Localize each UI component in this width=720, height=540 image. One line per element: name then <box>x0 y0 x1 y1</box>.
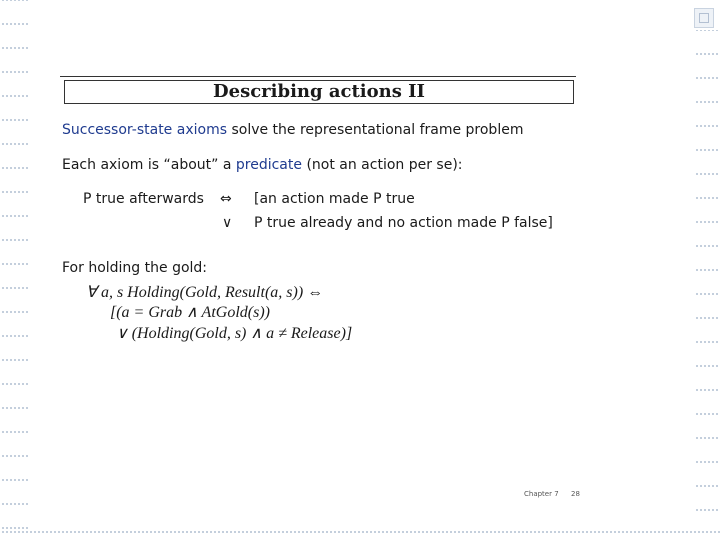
line-successor-state <box>62 122 523 138</box>
formula-line-1: ∀ a, s Holding(Gold, Result(a, s)) ⇔ <box>86 284 324 301</box>
schema-end-bracket: ] <box>547 215 553 231</box>
bottom-navigation-dots <box>0 524 720 534</box>
term-successor-state-axioms: Successor-state axioms <box>62 122 227 138</box>
line-successor-state-rest: solve the representational frame problem <box>231 122 524 138</box>
formula-line-3: ∨ (Holding(Gold, s) ∧ a ≠ Release)] <box>116 325 353 342</box>
slide-title-text: Describing actions II <box>213 81 425 102</box>
example-intro: For holding the gold: <box>62 260 208 276</box>
line-each-axiom-after: (not an action per se): <box>306 157 463 173</box>
schema-rhs1: [an action made P true <box>254 191 415 207</box>
footer-page-number: 28 <box>571 490 580 498</box>
line-each-axiom <box>62 157 463 173</box>
or-symbol: ∨ <box>222 215 233 231</box>
title-rule <box>60 76 576 77</box>
iff-symbol: ⇔ <box>220 191 232 207</box>
term-predicate: predicate <box>235 157 302 173</box>
schema-lhs: P true afterwards <box>83 191 204 207</box>
left-navigation-dots <box>0 0 28 540</box>
slide-nav-icon[interactable] <box>694 8 714 28</box>
schema-rhs2 <box>254 215 553 231</box>
footer-chapter: Chapter 7 <box>524 490 559 498</box>
line-each-axiom-before: Each axiom is “about” a <box>62 157 232 173</box>
formula-line-2: [(a = Grab ∧ AtGold(s)) <box>110 304 270 321</box>
schema-rhs2-text: P true already and no action made P false <box>254 215 548 231</box>
right-navigation-dots <box>694 30 720 520</box>
slide-title <box>64 80 574 104</box>
